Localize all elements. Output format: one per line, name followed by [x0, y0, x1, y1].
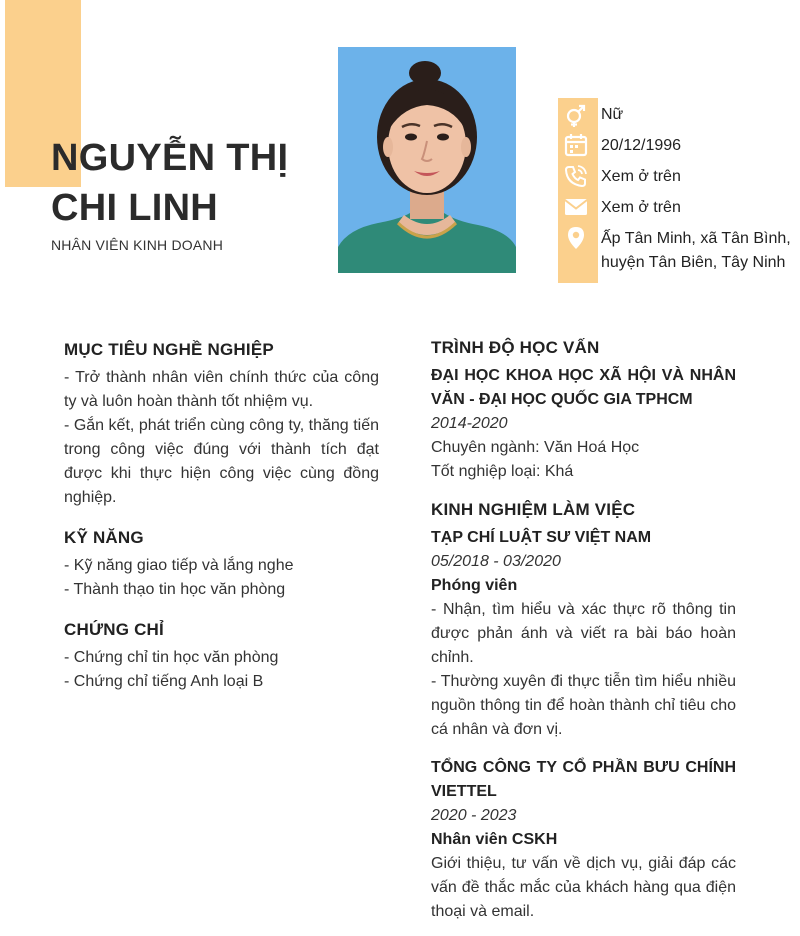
skill-item: - Thành thạo tin học văn phòng [64, 581, 286, 598]
job-period: 2020 - 2023 [431, 807, 517, 824]
objective-item: - Trở thành nhân viên chính thức của công ty và luôn hoàn thành tốt nhiệm vụ. [64, 369, 379, 410]
email-text: Xem ở trên [601, 199, 681, 216]
skill-item: - Kỹ năng giao tiếp và lắng nghe [64, 557, 294, 574]
certificates-title: CHỨNG CHỈ [64, 620, 164, 639]
education-title: TRÌNH ĐỘ HỌC VẤN [431, 338, 600, 357]
job-detail: Giới thiệu, tư vấn về dịch vụ, giải đáp các vấn đề thắc mắc của khách hàng qua điện thoại và email. [431, 855, 736, 920]
name-line-1: NGUYỄN THỊ [51, 137, 289, 179]
certificate-item: - Chứng chỉ tin học văn phòng [64, 649, 279, 666]
education-major: Chuyên ngành: Văn Hoá Học [431, 439, 640, 456]
calendar-icon [564, 133, 588, 157]
name-line-2: CHI LINH [51, 187, 219, 229]
phone-icon [564, 164, 588, 188]
skills-title: KỸ NĂNG [64, 528, 144, 547]
job-detail: - Thường xuyên đi thực tiễn tìm hiểu nhiều nguồn thông tin để hoàn thành chỉ tiêu cho cá nhân và đơn vị. [431, 673, 736, 738]
school-name: ĐẠI HỌC KHOA HỌC XÃ HỘI VÀ NHÂN VĂN - ĐẠI HỌC QUỐC GIA TPHCM [431, 367, 736, 408]
email-icon [564, 195, 588, 219]
company-name: TẠP CHÍ LUẬT SƯ VIỆT NAM [431, 529, 652, 546]
job-period: 05/2018 - 03/2020 [431, 553, 561, 570]
profile-photo [338, 47, 516, 273]
address-text [601, 227, 791, 275]
birthdate-text: 20/12/1996 [601, 137, 682, 154]
address-line-1: Ấp Tân Minh, xã Tân Bình, [601, 230, 791, 247]
left-column [64, 336, 379, 694]
education-period: 2014-2020 [431, 415, 508, 432]
gender-icon [564, 103, 588, 127]
objective-item: - Gắn kết, phát triển cùng công ty, thăng tiến trong công việc đúng với thành tích đạt được khi thực hiện công việc cùng đồng nghiệp. [64, 417, 379, 506]
experience-title: KINH NGHIỆM LÀM VIỆC [431, 500, 636, 519]
phone-text: Xem ở trên [601, 168, 681, 185]
education-grade: Tốt nghiệp loại: Khá [431, 463, 574, 480]
job-title: NHÂN VIÊN KINH DOANH [51, 237, 224, 253]
job-role: Phóng viên [431, 577, 518, 594]
right-column [431, 334, 736, 924]
address-line-2: huyện Tân Biên, Tây Ninh [601, 254, 786, 271]
gender-text: Nữ [601, 106, 624, 123]
company-name: TỔNG CÔNG TY CỔ PHẦN BƯU CHÍNH VIETTEL [431, 759, 736, 800]
objective-title: MỤC TIÊU NGHỀ NGHIỆP [64, 340, 274, 359]
candidate-name [51, 133, 288, 233]
certificate-item: - Chứng chỉ tiếng Anh loại B [64, 673, 264, 690]
job-detail: - Nhận, tìm hiểu và xác thực rõ thông tin được phản ánh và viết ra bài báo hoàn chỉnh. [431, 601, 736, 666]
location-pin-icon [564, 226, 588, 250]
job-role: Nhân viên CSKH [431, 831, 558, 848]
